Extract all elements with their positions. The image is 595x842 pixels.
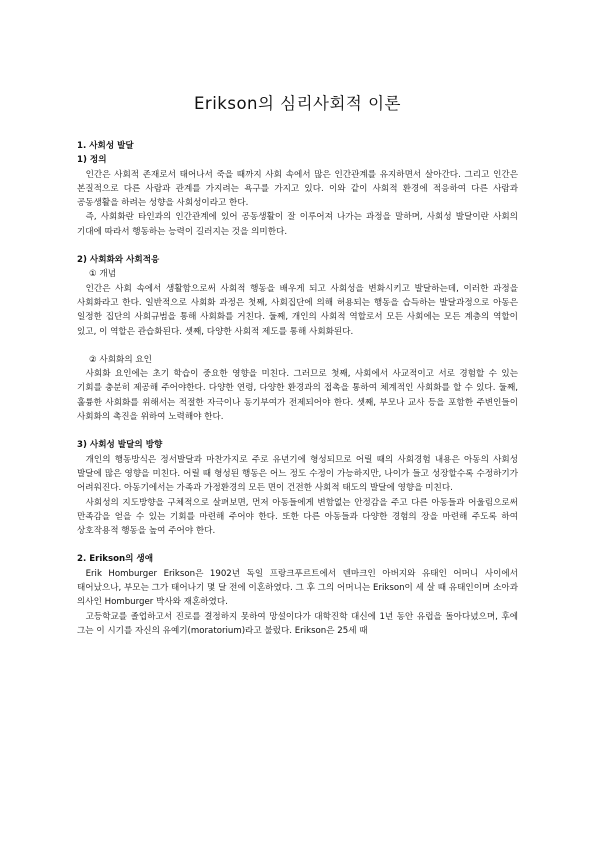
paragraph: 고등학교를 졸업하고서 진로를 결정하지 못하여 망설이다가 대학진학 대신에 1년 동안 유럽을 돌아다녔으며, 후에 그는 이 시기를 자신의 유예기(moratorium)라고 불렀다. Erikson은 25세 때 (77, 611, 518, 636)
paragraph: 즉, 사회화란 타인과의 인간관계에 있어 공동생활이 잘 이루어져 나가는 과정을 말하며, 사회성 발달이란 사회의 기대에 따라서 행동하는 능력이 길러지는 것을 의미한다. (77, 212, 518, 237)
paragraph: 인간은 사회적 존재로서 태어나서 죽을 때까지 사회 속에서 많은 인간관계를 유지하면서 살아간다. 그리고 인간은 본질적으로 다른 사람과 관계를 가지려는 욕구를 가지고 있다. 이와 같이 사회적 환경에 적응하여 다른 사람과 공동생활을 하려는 성향을 사회성이라고 한다. (77, 169, 518, 209)
subsection-label: ① 개념 (89, 269, 117, 280)
paragraph: 인간은 사회 속에서 생활함으로써 사회적 행동을 배우게 되고 사회성을 변화시키고 발달하는데, 이러한 과정을 사회화라고 한다. 일반적으로 사회화 과정은 첫째, 사회집단에 의해 허용되는 행동을 습득하는 발달과정으로 아동은 일정한 집단의 사회규범을 통해 사회화를 거친다. 둘째, 개인의 사회적 역할로서 모든 사회에는 모든 계층의 역할이 있고, 이 역할은 관습화된다. 셋째, 다양한 사회적 제도를 통해 사회화된다. (77, 283, 518, 337)
paragraph: 개인의 행동방식은 정서발달과 마찬가지로 주로 유년기에 형성되므로 어릴 때의 사회경험 내용은 아동의 사회성 발달에 많은 영향을 미친다. 어릴 때 형성된 행동은 어느 정도 수정이 가능하지만, 나이가 들고 성장할수록 수정하기가 어려워진다. 아동기에서는 가족과 가정환경의 모든 면이 건전한 사회적 태도의 발달에 영향을 미친다. (77, 454, 518, 494)
section-1-3-heading: 3) 사회성 발달의 방향 (77, 440, 163, 451)
document-title: Erikson의 심리사회적 이론 (194, 94, 401, 113)
paragraph: Erik Homburger Erikson은 1902년 독일 프랑크푸르트에서 덴마크인 아버지와 유태인 어머니 사이에서 태어났으나, 부모는 그가 태어나기 몇 달 전에 이혼하였다. 그 후 그의 어머니는 Erikson이 세 살 때 유태인이며 소아과 의사인 Homburger 박사와 재혼하였다. (77, 568, 518, 608)
section-1-heading: 1. 사회성 발달 (77, 141, 134, 151)
subsection-label: ② 사회화의 요인 (89, 354, 152, 365)
section-2-heading: 2. Erikson의 생애 (77, 554, 154, 565)
section-1-1-heading: 1) 정의 (77, 155, 107, 166)
section-1-2-heading: 2) 사회화와 사회적응 (77, 255, 160, 266)
paragraph: 사회화 요인에는 초기 학습이 중요한 영향을 미친다. 그러므로 첫째, 사회에서 사교적이고 서로 경험할 수 있는 기회를 충분히 제공해 주어야한다. 다양한 연령, 다양한 환경과의 접촉을 통하여 체계적인 사회화를 할 수 있다. 둘째, 훌륭한 사회화를 위해서는 적절한 자극이나 동기부여가 전제되어야 한다. 셋째, 부모나 교사 등을 포함한 주변인들이 사회화의 촉진을 위하여 노력해야 한다. (77, 369, 518, 423)
paragraph: 사회성의 지도방향을 구체적으로 살펴보면, 먼저 아동들에게 변함없는 안정감을 주고 다른 아동들과 어울림으로써 만족감을 얻을 수 있는 기회를 마련해 주어야 한다. 또한 다른 아동들과 다양한 경험의 장을 마련해 주도록 하여 상호작용적 행동을 높여 주어야 한다. (77, 497, 518, 537)
